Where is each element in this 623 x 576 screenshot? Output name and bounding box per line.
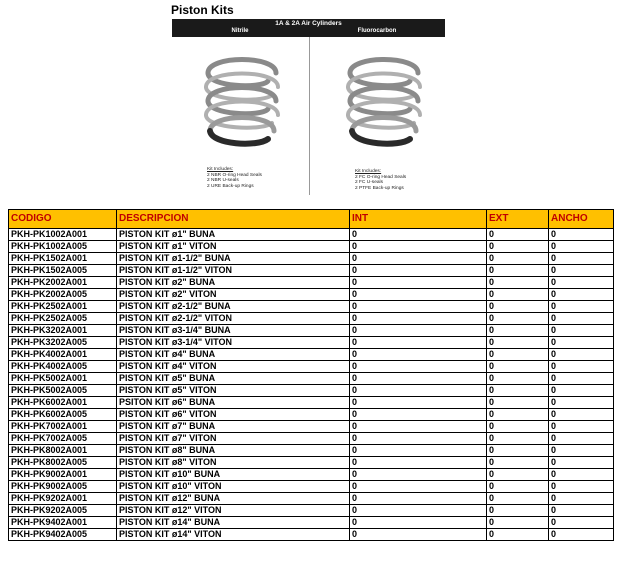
table-body xyxy=(9,229,614,541)
cell-descripcion: PISTON KIT ø1-1/2" VITON xyxy=(117,265,350,277)
cell-codigo: PKH-PK1502A005 xyxy=(9,265,117,277)
piston-kit-table xyxy=(8,209,614,541)
cell-codigo: PKH-PK9002A001 xyxy=(9,469,117,481)
column-header-ext: EXT xyxy=(487,210,549,229)
cell-int: 0 xyxy=(350,229,487,241)
cell-int: 0 xyxy=(350,481,487,493)
cell-codigo: PKH-PK5002A001 xyxy=(9,373,117,385)
cell-int: 0 xyxy=(350,517,487,529)
right-kit-line: 2 FC O-ring Head Seals xyxy=(355,174,407,180)
table-row xyxy=(9,493,614,505)
cell-ext: 0 xyxy=(487,337,549,349)
table-row xyxy=(9,505,614,517)
cell-ext: 0 xyxy=(487,433,549,445)
cell-int: 0 xyxy=(350,385,487,397)
cell-descripcion: PISTON KIT ø12" BUNA xyxy=(117,493,350,505)
cell-ancho: 0 xyxy=(549,265,614,277)
cell-ext: 0 xyxy=(487,385,549,397)
column-header-descripcion: DESCRIPCION xyxy=(117,210,350,229)
cell-codigo: PKH-PK2502A001 xyxy=(9,301,117,313)
cell-int: 0 xyxy=(350,277,487,289)
cell-ancho: 0 xyxy=(549,373,614,385)
cell-ancho: 0 xyxy=(549,337,614,349)
cell-int: 0 xyxy=(350,433,487,445)
cell-descripcion: PISTON KIT ø1" VITON xyxy=(117,241,350,253)
table-row xyxy=(9,385,614,397)
table-row xyxy=(9,313,614,325)
cell-ancho: 0 xyxy=(549,361,614,373)
cell-codigo: PKH-PK8002A001 xyxy=(9,445,117,457)
cell-ext: 0 xyxy=(487,325,549,337)
cell-codigo: PKH-PK7002A005 xyxy=(9,433,117,445)
figure-right-label: Fluorocarbon xyxy=(357,28,397,34)
cell-int: 0 xyxy=(350,457,487,469)
cell-codigo: PKH-PK1502A001 xyxy=(9,253,117,265)
section-title: Piston Kits xyxy=(171,3,234,17)
cell-ext: 0 xyxy=(487,229,549,241)
cell-int: 0 xyxy=(350,505,487,517)
cell-ext: 0 xyxy=(487,373,549,385)
cell-ext: 0 xyxy=(487,445,549,457)
cell-int: 0 xyxy=(350,337,487,349)
table-row xyxy=(9,469,614,481)
cell-ancho: 0 xyxy=(549,517,614,529)
table-row xyxy=(9,337,614,349)
cell-int: 0 xyxy=(350,397,487,409)
table-row xyxy=(9,229,614,241)
cell-codigo: PKH-PK1002A005 xyxy=(9,241,117,253)
cell-codigo: PKH-PK3202A001 xyxy=(9,325,117,337)
cell-ext: 0 xyxy=(487,409,549,421)
cell-ext: 0 xyxy=(487,517,549,529)
table-row xyxy=(9,481,614,493)
table-row xyxy=(9,445,614,457)
product-figure xyxy=(172,19,445,195)
cell-codigo: PKH-PK3202A005 xyxy=(9,337,117,349)
cell-codigo: PKH-PK2002A005 xyxy=(9,289,117,301)
right-kit-line: 2 PTFE Back-up Rings xyxy=(355,185,404,191)
table-row xyxy=(9,409,614,421)
cell-codigo: PKH-PK9402A005 xyxy=(9,529,117,541)
left-kit-line: 2 URE Back-up Rings xyxy=(207,183,254,189)
right-kit-line: 2 FC U-seals xyxy=(355,180,383,186)
table-row xyxy=(9,421,614,433)
figure-title: 1A & 2A Air Cylinders xyxy=(275,20,342,27)
table-row xyxy=(9,529,614,541)
cell-descripcion: PISTON KIT ø6" VITON xyxy=(117,409,350,421)
cell-descripcion: PISTON KIT ø14" VITON xyxy=(117,529,350,541)
cell-descripcion: PISTON KIT ø2" VITON xyxy=(117,289,350,301)
cell-codigo: PKH-PK2502A005 xyxy=(9,313,117,325)
figure-divider xyxy=(309,37,310,195)
cell-descripcion: PISTON KIT ø10" BUNA xyxy=(117,469,350,481)
cell-ancho: 0 xyxy=(549,241,614,253)
cell-codigo: PKH-PK8002A005 xyxy=(9,457,117,469)
cell-ancho: 0 xyxy=(549,325,614,337)
table-row xyxy=(9,241,614,253)
cell-descripcion: PISTON KIT ø14" BUNA xyxy=(117,517,350,529)
cell-int: 0 xyxy=(350,409,487,421)
cell-descripcion: PISTON KIT ø1" BUNA xyxy=(117,229,350,241)
cell-ext: 0 xyxy=(487,361,549,373)
cell-descripcion: PISTON KIT ø7" BUNA xyxy=(117,421,350,433)
cell-ancho: 0 xyxy=(549,253,614,265)
cell-ancho: 0 xyxy=(549,289,614,301)
table-row xyxy=(9,265,614,277)
cell-descripcion: PSITON KIT ø6" BUNA xyxy=(117,397,350,409)
left-kit-line: 2 NBR U-seals xyxy=(207,178,239,184)
cell-descripcion: PISTON KIT ø5" BUNA xyxy=(117,373,350,385)
right-kit-title: Kit Includes: xyxy=(355,169,382,174)
left-kit-contents xyxy=(207,167,262,189)
cell-descripcion: PISTON KIT ø12" VITON xyxy=(117,505,350,517)
figure-left-label: Nitrile xyxy=(231,28,249,34)
cell-ancho: 0 xyxy=(549,505,614,517)
cell-ext: 0 xyxy=(487,481,549,493)
cell-codigo: PKH-PK6002A005 xyxy=(9,409,117,421)
cell-codigo: PKH-PK6002A001 xyxy=(9,397,117,409)
seal-stack-icon xyxy=(344,49,424,159)
cell-descripcion: PISTON KIT ø7" VITON xyxy=(117,433,350,445)
cell-int: 0 xyxy=(350,373,487,385)
cell-ancho: 0 xyxy=(549,421,614,433)
column-header-codigo: CODIGO xyxy=(9,210,117,229)
cell-descripcion: PISTON KIT ø8" VITON xyxy=(117,457,350,469)
cell-codigo: PKH-PK9202A001 xyxy=(9,493,117,505)
cell-ancho: 0 xyxy=(549,529,614,541)
cell-ancho: 0 xyxy=(549,313,614,325)
table-row xyxy=(9,457,614,469)
cell-ancho: 0 xyxy=(549,493,614,505)
table-row xyxy=(9,349,614,361)
cell-ext: 0 xyxy=(487,505,549,517)
cell-ext: 0 xyxy=(487,289,549,301)
cell-ext: 0 xyxy=(487,397,549,409)
cell-codigo: PKH-PK7002A001 xyxy=(9,421,117,433)
cell-int: 0 xyxy=(350,469,487,481)
cell-ancho: 0 xyxy=(549,409,614,421)
cell-ext: 0 xyxy=(487,349,549,361)
cell-codigo: PKH-PK5002A005 xyxy=(9,385,117,397)
cell-int: 0 xyxy=(350,421,487,433)
cell-ext: 0 xyxy=(487,421,549,433)
cell-int: 0 xyxy=(350,361,487,373)
cell-int: 0 xyxy=(350,349,487,361)
table-row xyxy=(9,253,614,265)
cell-descripcion: PISTON KIT ø8" BUNA xyxy=(117,445,350,457)
cell-codigo: PKH-PK9002A005 xyxy=(9,481,117,493)
cell-ancho: 0 xyxy=(549,433,614,445)
cell-descripcion: PISTON KIT ø4" BUNA xyxy=(117,349,350,361)
cell-codigo: PKH-PK1002A001 xyxy=(9,229,117,241)
cell-ancho: 0 xyxy=(549,469,614,481)
figure-header xyxy=(172,19,445,37)
cell-ancho: 0 xyxy=(549,301,614,313)
cell-int: 0 xyxy=(350,313,487,325)
cell-ancho: 0 xyxy=(549,481,614,493)
cell-descripcion: PISTON KIT ø5" VITON xyxy=(117,385,350,397)
left-kit-line: 2 NBR O-ring Head Seals xyxy=(207,172,262,178)
cell-int: 0 xyxy=(350,445,487,457)
cell-descripcion: PISTON KIT ø1-1/2" BUNA xyxy=(117,253,350,265)
cell-ancho: 0 xyxy=(549,445,614,457)
cell-codigo: PKH-PK4002A001 xyxy=(9,349,117,361)
cell-descripcion: PISTON KIT ø2" BUNA xyxy=(117,277,350,289)
cell-codigo: PKH-PK4002A005 xyxy=(9,361,117,373)
cell-descripcion: PISTON KIT ø3-1/4" BUNA xyxy=(117,325,350,337)
cell-descripcion: PISTON KIT ø2-1/2" VITON xyxy=(117,313,350,325)
cell-int: 0 xyxy=(350,529,487,541)
cell-ext: 0 xyxy=(487,457,549,469)
cell-int: 0 xyxy=(350,253,487,265)
cell-descripcion: PISTON KIT ø4" VITON xyxy=(117,361,350,373)
right-kit-contents xyxy=(355,169,406,191)
table-header-row xyxy=(9,210,614,229)
table-row xyxy=(9,301,614,313)
cell-int: 0 xyxy=(350,301,487,313)
cell-ancho: 0 xyxy=(549,385,614,397)
cell-ancho: 0 xyxy=(549,397,614,409)
cell-ext: 0 xyxy=(487,469,549,481)
table-row xyxy=(9,277,614,289)
cell-int: 0 xyxy=(350,289,487,301)
left-kit-title: Kit Includes: xyxy=(207,167,234,172)
cell-ancho: 0 xyxy=(549,277,614,289)
cell-descripcion: PISTON KIT ø3-1/4" VITON xyxy=(117,337,350,349)
column-header-int: INT xyxy=(350,210,487,229)
cell-ancho: 0 xyxy=(549,229,614,241)
cell-ext: 0 xyxy=(487,529,549,541)
cell-int: 0 xyxy=(350,265,487,277)
cell-ancho: 0 xyxy=(549,457,614,469)
cell-ext: 0 xyxy=(487,301,549,313)
table-row xyxy=(9,289,614,301)
cell-ext: 0 xyxy=(487,265,549,277)
cell-ext: 0 xyxy=(487,493,549,505)
table-row xyxy=(9,325,614,337)
table-row xyxy=(9,433,614,445)
cell-ext: 0 xyxy=(487,253,549,265)
cell-codigo: PKH-PK9402A001 xyxy=(9,517,117,529)
cell-ext: 0 xyxy=(487,241,549,253)
seal-stack-icon xyxy=(202,49,282,159)
cell-int: 0 xyxy=(350,241,487,253)
cell-int: 0 xyxy=(350,325,487,337)
cell-int: 0 xyxy=(350,493,487,505)
cell-codigo: PKH-PK2002A001 xyxy=(9,277,117,289)
table-row xyxy=(9,373,614,385)
cell-descripcion: PISTON KIT ø10" VITON xyxy=(117,481,350,493)
column-header-ancho: ANCHO xyxy=(549,210,614,229)
cell-ancho: 0 xyxy=(549,349,614,361)
table-row xyxy=(9,361,614,373)
table-row xyxy=(9,397,614,409)
table-row xyxy=(9,517,614,529)
cell-ext: 0 xyxy=(487,277,549,289)
cell-codigo: PKH-PK9202A005 xyxy=(9,505,117,517)
cell-ext: 0 xyxy=(487,313,549,325)
cell-descripcion: PISTON KIT ø2-1/2" BUNA xyxy=(117,301,350,313)
